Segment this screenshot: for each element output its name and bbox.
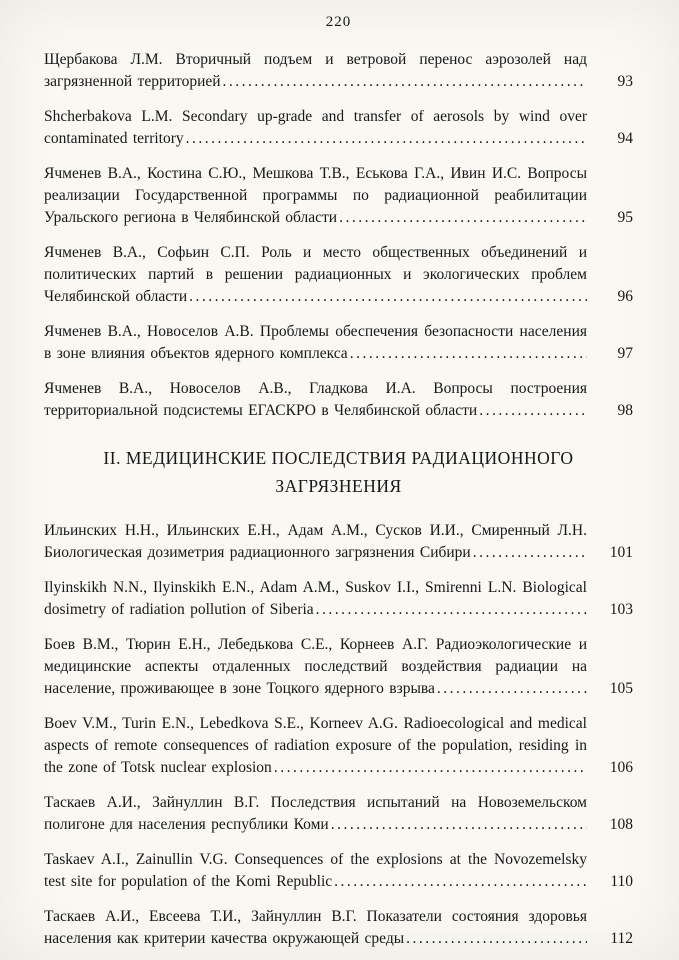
toc-entry: [44, 634, 633, 700]
toc-entry: [44, 378, 633, 422]
toc-entry-page-number: 110: [610, 873, 633, 890]
toc-entry-text: Ячменев В.А., Софьин С.П. Роль и место общественных объединений и политических партий в решении радиационных и экологических проблем Челябинской области: [44, 244, 587, 305]
toc-entry-body: [44, 242, 587, 308]
toc-entry-page-number: 112: [610, 930, 633, 947]
toc-entry-body: [44, 713, 587, 779]
toc-entry-page-number: 97: [617, 345, 633, 362]
toc-entry: [44, 713, 633, 779]
toc-entry-page-number: 96: [617, 288, 633, 305]
toc-entry-text: Ячменев В.А., Новоселов А.В. Проблемы обеспечения безопасности населения в зоне влияния объектов ядерного комплекса: [44, 323, 587, 362]
toc-entry-text: Таскаев А.И., Евсеева Т.И., Зайнуллин В.Г. Показатели состояния здоровья населения как критерии качества окружающей среды: [44, 908, 587, 947]
toc-entry-text: Ilyinskikh N.N., Ilyinskikh E.N., Adam A.M., Suskov I.I., Smirenni L.N. Biological dosimetry of radiation pollution of Siberia: [44, 579, 587, 618]
toc-entry: [44, 906, 633, 950]
toc-entry-body: [44, 378, 587, 422]
toc-entry: [44, 242, 633, 308]
toc-entry-page-number: 106: [609, 759, 633, 776]
toc-entry-text: Ячменев В.А., Новоселов А.В., Гладкова И.А. Вопросы построения территориальной подсистемы ЕГАСКРО в Челябинской области: [44, 380, 587, 419]
toc-entry-page-number: 95: [617, 209, 633, 226]
toc-entry: [44, 849, 633, 893]
toc-section-2: [44, 520, 633, 950]
toc-entry: [44, 163, 633, 229]
toc-entry: [44, 577, 633, 621]
toc-entry-body: [44, 163, 587, 229]
page-number: 220: [325, 14, 352, 30]
toc-entry-body: [44, 520, 587, 564]
toc-entry-body: [44, 321, 587, 365]
toc-entry-body: [44, 49, 587, 93]
toc-entry-page-number: 94: [617, 130, 633, 147]
toc-entry-body: [44, 792, 587, 836]
toc-entry: [44, 792, 633, 836]
toc-entry-page-number: 101: [609, 544, 633, 561]
toc-entry-body: [44, 106, 587, 150]
toc-entry-text: Shcherbakova L.M. Secondary up-grade and transfer of aerosols by wind over contaminated territory: [44, 108, 587, 147]
toc-entry: [44, 49, 633, 93]
toc-entry-text: Ильинских Н.Н., Ильинских Е.Н., Адам А.М., Сусков И.И., Смиренный Л.Н. Биологическая дозиметрия радиационного загрязнения Сибири: [44, 522, 587, 561]
toc-entry-body: [44, 577, 587, 621]
toc-entry-text: Щербакова Л.М. Вторичный подъем и ветровой перенос аэрозолей над загрязненной территорией: [44, 51, 587, 90]
toc-entry: [44, 520, 633, 564]
toc-entry-page-number: 98: [617, 402, 633, 419]
toc-entry-text: Боев В.М., Тюрин Е.Н., Лебедькова С.Е., Корнеев А.Г. Радиоэкологические и медицинские аспекты отдаленных последствий воздействия радиации на население, проживающее в зоне Тоцкого ядерного взрыва: [44, 636, 587, 697]
toc-entry-text: Таскаев А.И., Зайнуллин В.Г. Последствия испытаний на Новоземельском полигоне для населения республики Коми: [44, 794, 587, 833]
toc-entry-text: Taskaev A.I., Zainullin V.G. Consequences of the explosions at the Novozemelsky test site for population of the Komi Republic: [44, 851, 587, 890]
toc-entry-body: [44, 849, 587, 893]
toc-entry-page-number: 108: [609, 816, 633, 833]
toc-entry-page-number: 105: [609, 680, 633, 697]
toc-entry-text: Boev V.M., Turin E.N., Lebedkova S.E., Korneev A.G. Radioecological and medical aspects of remote consequences of radiation exposure of the population, residing in the zone of Totsk nuclear explosion: [44, 715, 587, 776]
toc-entry: [44, 106, 633, 150]
toc-entry-body: [44, 634, 587, 700]
toc-section-1: [44, 49, 633, 422]
toc-entry: [44, 321, 633, 365]
toc-entry-text: Ячменев В.А., Костина С.Ю., Мешкова Т.В., Еськова Г.А., Ивин И.С. Вопросы реализации Государственной программы по радиационной реабилитации Уральского региона в Челябинской области: [44, 165, 587, 226]
section-heading: II. МЕДИЦИНСКИЕ ПОСЛЕДСТВИЯ РАДИАЦИОННОГО ЗАГРЯЗНЕНИЯ: [103, 448, 574, 496]
toc-entry-page-number: 93: [617, 73, 633, 90]
toc-entry-body: [44, 906, 587, 950]
toc-entry-page-number: 103: [609, 601, 633, 618]
